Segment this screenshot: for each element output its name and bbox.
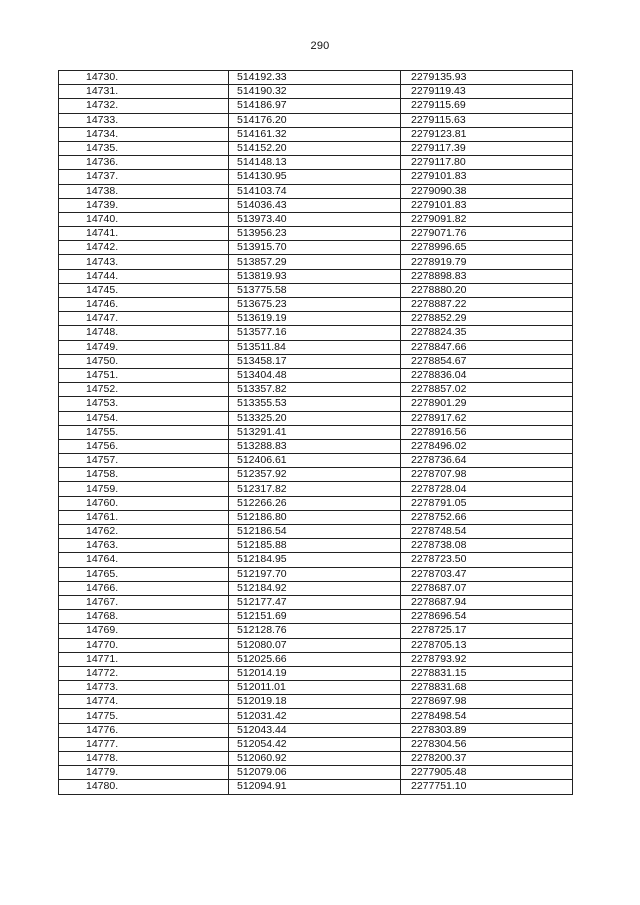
point-number-cell: 14753. — [59, 397, 229, 411]
table-row — [59, 298, 573, 312]
point-number-cell: 14750. — [59, 354, 229, 368]
point-number-cell: 14766. — [59, 581, 229, 595]
table-row — [59, 510, 573, 524]
table-row — [59, 681, 573, 695]
table-row — [59, 269, 573, 283]
y-coordinate-cell: 2278836.04 — [401, 368, 573, 382]
table-row — [59, 127, 573, 141]
table-row — [59, 255, 573, 269]
x-coordinate-cell: 513857.29 — [229, 255, 401, 269]
x-coordinate-cell: 512184.95 — [229, 553, 401, 567]
y-coordinate-cell: 2278847.66 — [401, 340, 573, 354]
point-number-cell: 14757. — [59, 454, 229, 468]
table-row — [59, 581, 573, 595]
y-coordinate-cell: 2278725.17 — [401, 624, 573, 638]
x-coordinate-cell: 512025.66 — [229, 652, 401, 666]
y-coordinate-cell: 2279101.83 — [401, 170, 573, 184]
point-number-cell: 14746. — [59, 298, 229, 312]
point-number-cell: 14777. — [59, 737, 229, 751]
table-row — [59, 397, 573, 411]
x-coordinate-cell: 514148.13 — [229, 156, 401, 170]
table-row — [59, 595, 573, 609]
table-row — [59, 766, 573, 780]
x-coordinate-cell: 513775.58 — [229, 283, 401, 297]
y-coordinate-cell: 2278707.98 — [401, 468, 573, 482]
table-row — [59, 141, 573, 155]
y-coordinate-cell: 2278898.83 — [401, 269, 573, 283]
x-coordinate-cell: 513915.70 — [229, 241, 401, 255]
x-coordinate-cell: 512043.44 — [229, 723, 401, 737]
x-coordinate-cell: 513577.16 — [229, 326, 401, 340]
y-coordinate-cell: 2279071.76 — [401, 227, 573, 241]
point-number-cell: 14778. — [59, 752, 229, 766]
y-coordinate-cell: 2278736.64 — [401, 454, 573, 468]
x-coordinate-cell: 513619.19 — [229, 312, 401, 326]
point-number-cell: 14779. — [59, 766, 229, 780]
point-number-cell: 14772. — [59, 666, 229, 680]
y-coordinate-cell: 2278697.98 — [401, 695, 573, 709]
point-number-cell: 14751. — [59, 368, 229, 382]
x-coordinate-cell: 514130.95 — [229, 170, 401, 184]
point-number-cell: 14763. — [59, 539, 229, 553]
x-coordinate-cell: 512011.01 — [229, 681, 401, 695]
table-row — [59, 780, 573, 794]
y-coordinate-cell: 2278728.04 — [401, 482, 573, 496]
x-coordinate-cell: 512186.80 — [229, 510, 401, 524]
x-coordinate-cell: 513357.82 — [229, 383, 401, 397]
y-coordinate-cell: 2278824.35 — [401, 326, 573, 340]
table-row — [59, 283, 573, 297]
x-coordinate-cell: 512197.70 — [229, 567, 401, 581]
y-coordinate-cell: 2278887.22 — [401, 298, 573, 312]
table-row — [59, 170, 573, 184]
table-row — [59, 567, 573, 581]
x-coordinate-cell: 513511.84 — [229, 340, 401, 354]
x-coordinate-cell: 512079.06 — [229, 766, 401, 780]
x-coordinate-cell: 512019.18 — [229, 695, 401, 709]
table-row — [59, 85, 573, 99]
x-coordinate-cell: 513355.53 — [229, 397, 401, 411]
table-row — [59, 624, 573, 638]
point-number-cell: 14744. — [59, 269, 229, 283]
x-coordinate-cell: 512080.07 — [229, 638, 401, 652]
table-row — [59, 241, 573, 255]
y-coordinate-cell: 2279091.82 — [401, 212, 573, 226]
table-row — [59, 71, 573, 85]
y-coordinate-cell: 2278880.20 — [401, 283, 573, 297]
x-coordinate-cell: 513288.83 — [229, 439, 401, 453]
y-coordinate-cell: 2279115.63 — [401, 113, 573, 127]
y-coordinate-cell: 2278831.68 — [401, 681, 573, 695]
x-coordinate-cell: 512151.69 — [229, 610, 401, 624]
table-row — [59, 439, 573, 453]
point-number-cell: 14773. — [59, 681, 229, 695]
y-coordinate-cell: 2278857.02 — [401, 383, 573, 397]
y-coordinate-cell: 2278687.07 — [401, 581, 573, 595]
y-coordinate-cell: 2279117.80 — [401, 156, 573, 170]
point-number-cell: 14754. — [59, 411, 229, 425]
x-coordinate-cell: 512177.47 — [229, 595, 401, 609]
point-number-cell: 14743. — [59, 255, 229, 269]
y-coordinate-cell: 2278696.54 — [401, 610, 573, 624]
table-row — [59, 227, 573, 241]
point-number-cell: 14769. — [59, 624, 229, 638]
y-coordinate-cell: 2278200.37 — [401, 752, 573, 766]
point-number-cell: 14735. — [59, 141, 229, 155]
x-coordinate-cell: 512185.88 — [229, 539, 401, 553]
table-row — [59, 312, 573, 326]
x-coordinate-cell: 513819.93 — [229, 269, 401, 283]
point-number-cell: 14748. — [59, 326, 229, 340]
point-number-cell: 14730. — [59, 71, 229, 85]
table-row — [59, 695, 573, 709]
y-coordinate-cell: 2278303.89 — [401, 723, 573, 737]
point-number-cell: 14761. — [59, 510, 229, 524]
table-row — [59, 539, 573, 553]
x-coordinate-cell: 512094.91 — [229, 780, 401, 794]
y-coordinate-cell: 2278687.94 — [401, 595, 573, 609]
x-coordinate-cell: 513325.20 — [229, 411, 401, 425]
table-row — [59, 411, 573, 425]
point-number-cell: 14758. — [59, 468, 229, 482]
y-coordinate-cell: 2279119.43 — [401, 85, 573, 99]
y-coordinate-cell: 2278304.56 — [401, 737, 573, 751]
x-coordinate-cell: 513458.17 — [229, 354, 401, 368]
point-number-cell: 14733. — [59, 113, 229, 127]
y-coordinate-cell: 2278723.50 — [401, 553, 573, 567]
point-number-cell: 14764. — [59, 553, 229, 567]
x-coordinate-cell: 514176.20 — [229, 113, 401, 127]
x-coordinate-cell: 512317.82 — [229, 482, 401, 496]
x-coordinate-cell: 514161.32 — [229, 127, 401, 141]
x-coordinate-cell: 512031.42 — [229, 709, 401, 723]
table-row — [59, 525, 573, 539]
x-coordinate-cell: 513404.48 — [229, 368, 401, 382]
x-coordinate-cell: 512266.26 — [229, 496, 401, 510]
x-coordinate-cell: 514192.33 — [229, 71, 401, 85]
y-coordinate-cell: 2279090.38 — [401, 184, 573, 198]
table-row — [59, 99, 573, 113]
table-row — [59, 198, 573, 212]
table-row — [59, 666, 573, 680]
y-coordinate-cell: 2278852.29 — [401, 312, 573, 326]
point-number-cell: 14745. — [59, 283, 229, 297]
y-coordinate-cell: 2278831.15 — [401, 666, 573, 680]
table-row — [59, 113, 573, 127]
point-number-cell: 14734. — [59, 127, 229, 141]
point-number-cell: 14742. — [59, 241, 229, 255]
x-coordinate-cell: 514103.74 — [229, 184, 401, 198]
x-coordinate-cell: 514190.32 — [229, 85, 401, 99]
y-coordinate-cell: 2278901.29 — [401, 397, 573, 411]
table-row — [59, 454, 573, 468]
y-coordinate-cell: 2278919.79 — [401, 255, 573, 269]
y-coordinate-cell: 2278498.54 — [401, 709, 573, 723]
x-coordinate-cell: 512406.61 — [229, 454, 401, 468]
point-number-cell: 14741. — [59, 227, 229, 241]
x-coordinate-cell: 512060.92 — [229, 752, 401, 766]
x-coordinate-cell: 512128.76 — [229, 624, 401, 638]
table-row — [59, 468, 573, 482]
table-row — [59, 354, 573, 368]
y-coordinate-cell: 2277751.10 — [401, 780, 573, 794]
coordinates-table-body — [59, 71, 573, 795]
point-number-cell: 14774. — [59, 695, 229, 709]
point-number-cell: 14755. — [59, 425, 229, 439]
y-coordinate-cell: 2279123.81 — [401, 127, 573, 141]
table-row — [59, 553, 573, 567]
table-row — [59, 752, 573, 766]
table-row — [59, 610, 573, 624]
table-row — [59, 652, 573, 666]
y-coordinate-cell: 2278791.05 — [401, 496, 573, 510]
y-coordinate-cell: 2278996.65 — [401, 241, 573, 255]
table-row — [59, 326, 573, 340]
y-coordinate-cell: 2278752.66 — [401, 510, 573, 524]
y-coordinate-cell: 2279101.83 — [401, 198, 573, 212]
point-number-cell: 14768. — [59, 610, 229, 624]
coordinates-table — [58, 70, 573, 795]
point-number-cell: 14749. — [59, 340, 229, 354]
page-number: 290 — [310, 40, 330, 52]
x-coordinate-cell: 512184.92 — [229, 581, 401, 595]
point-number-cell: 14770. — [59, 638, 229, 652]
y-coordinate-cell: 2278705.13 — [401, 638, 573, 652]
point-number-cell: 14738. — [59, 184, 229, 198]
y-coordinate-cell: 2277905.48 — [401, 766, 573, 780]
x-coordinate-cell: 514036.43 — [229, 198, 401, 212]
point-number-cell: 14747. — [59, 312, 229, 326]
y-coordinate-cell: 2278738.08 — [401, 539, 573, 553]
x-coordinate-cell: 512054.42 — [229, 737, 401, 751]
point-number-cell: 14732. — [59, 99, 229, 113]
table-row — [59, 638, 573, 652]
table-row — [59, 425, 573, 439]
point-number-cell: 14731. — [59, 85, 229, 99]
point-number-cell: 14771. — [59, 652, 229, 666]
table-row — [59, 184, 573, 198]
point-number-cell: 14759. — [59, 482, 229, 496]
table-row — [59, 383, 573, 397]
x-coordinate-cell: 514152.20 — [229, 141, 401, 155]
point-number-cell: 14756. — [59, 439, 229, 453]
point-number-cell: 14776. — [59, 723, 229, 737]
table-row — [59, 212, 573, 226]
point-number-cell: 14737. — [59, 170, 229, 184]
y-coordinate-cell: 2278917.62 — [401, 411, 573, 425]
y-coordinate-cell: 2278496.02 — [401, 439, 573, 453]
table-row — [59, 723, 573, 737]
point-number-cell: 14736. — [59, 156, 229, 170]
table-row — [59, 709, 573, 723]
x-coordinate-cell: 514186.97 — [229, 99, 401, 113]
y-coordinate-cell: 2279117.39 — [401, 141, 573, 155]
table-row — [59, 340, 573, 354]
table-row — [59, 482, 573, 496]
y-coordinate-cell: 2278793.92 — [401, 652, 573, 666]
y-coordinate-cell: 2278854.67 — [401, 354, 573, 368]
table-row — [59, 496, 573, 510]
point-number-cell: 14752. — [59, 383, 229, 397]
x-coordinate-cell: 512186.54 — [229, 525, 401, 539]
table-row — [59, 737, 573, 751]
y-coordinate-cell: 2278703.47 — [401, 567, 573, 581]
y-coordinate-cell: 2279115.69 — [401, 99, 573, 113]
point-number-cell: 14780. — [59, 780, 229, 794]
x-coordinate-cell: 512014.19 — [229, 666, 401, 680]
y-coordinate-cell: 2278748.54 — [401, 525, 573, 539]
x-coordinate-cell: 513291.41 — [229, 425, 401, 439]
point-number-cell: 14740. — [59, 212, 229, 226]
table-row — [59, 156, 573, 170]
point-number-cell: 14739. — [59, 198, 229, 212]
y-coordinate-cell: 2278916.56 — [401, 425, 573, 439]
point-number-cell: 14775. — [59, 709, 229, 723]
table-row — [59, 368, 573, 382]
point-number-cell: 14760. — [59, 496, 229, 510]
y-coordinate-cell: 2279135.93 — [401, 71, 573, 85]
x-coordinate-cell: 513675.23 — [229, 298, 401, 312]
x-coordinate-cell: 513973.40 — [229, 212, 401, 226]
x-coordinate-cell: 512357.92 — [229, 468, 401, 482]
point-number-cell: 14767. — [59, 595, 229, 609]
point-number-cell: 14765. — [59, 567, 229, 581]
x-coordinate-cell: 513956.23 — [229, 227, 401, 241]
point-number-cell: 14762. — [59, 525, 229, 539]
